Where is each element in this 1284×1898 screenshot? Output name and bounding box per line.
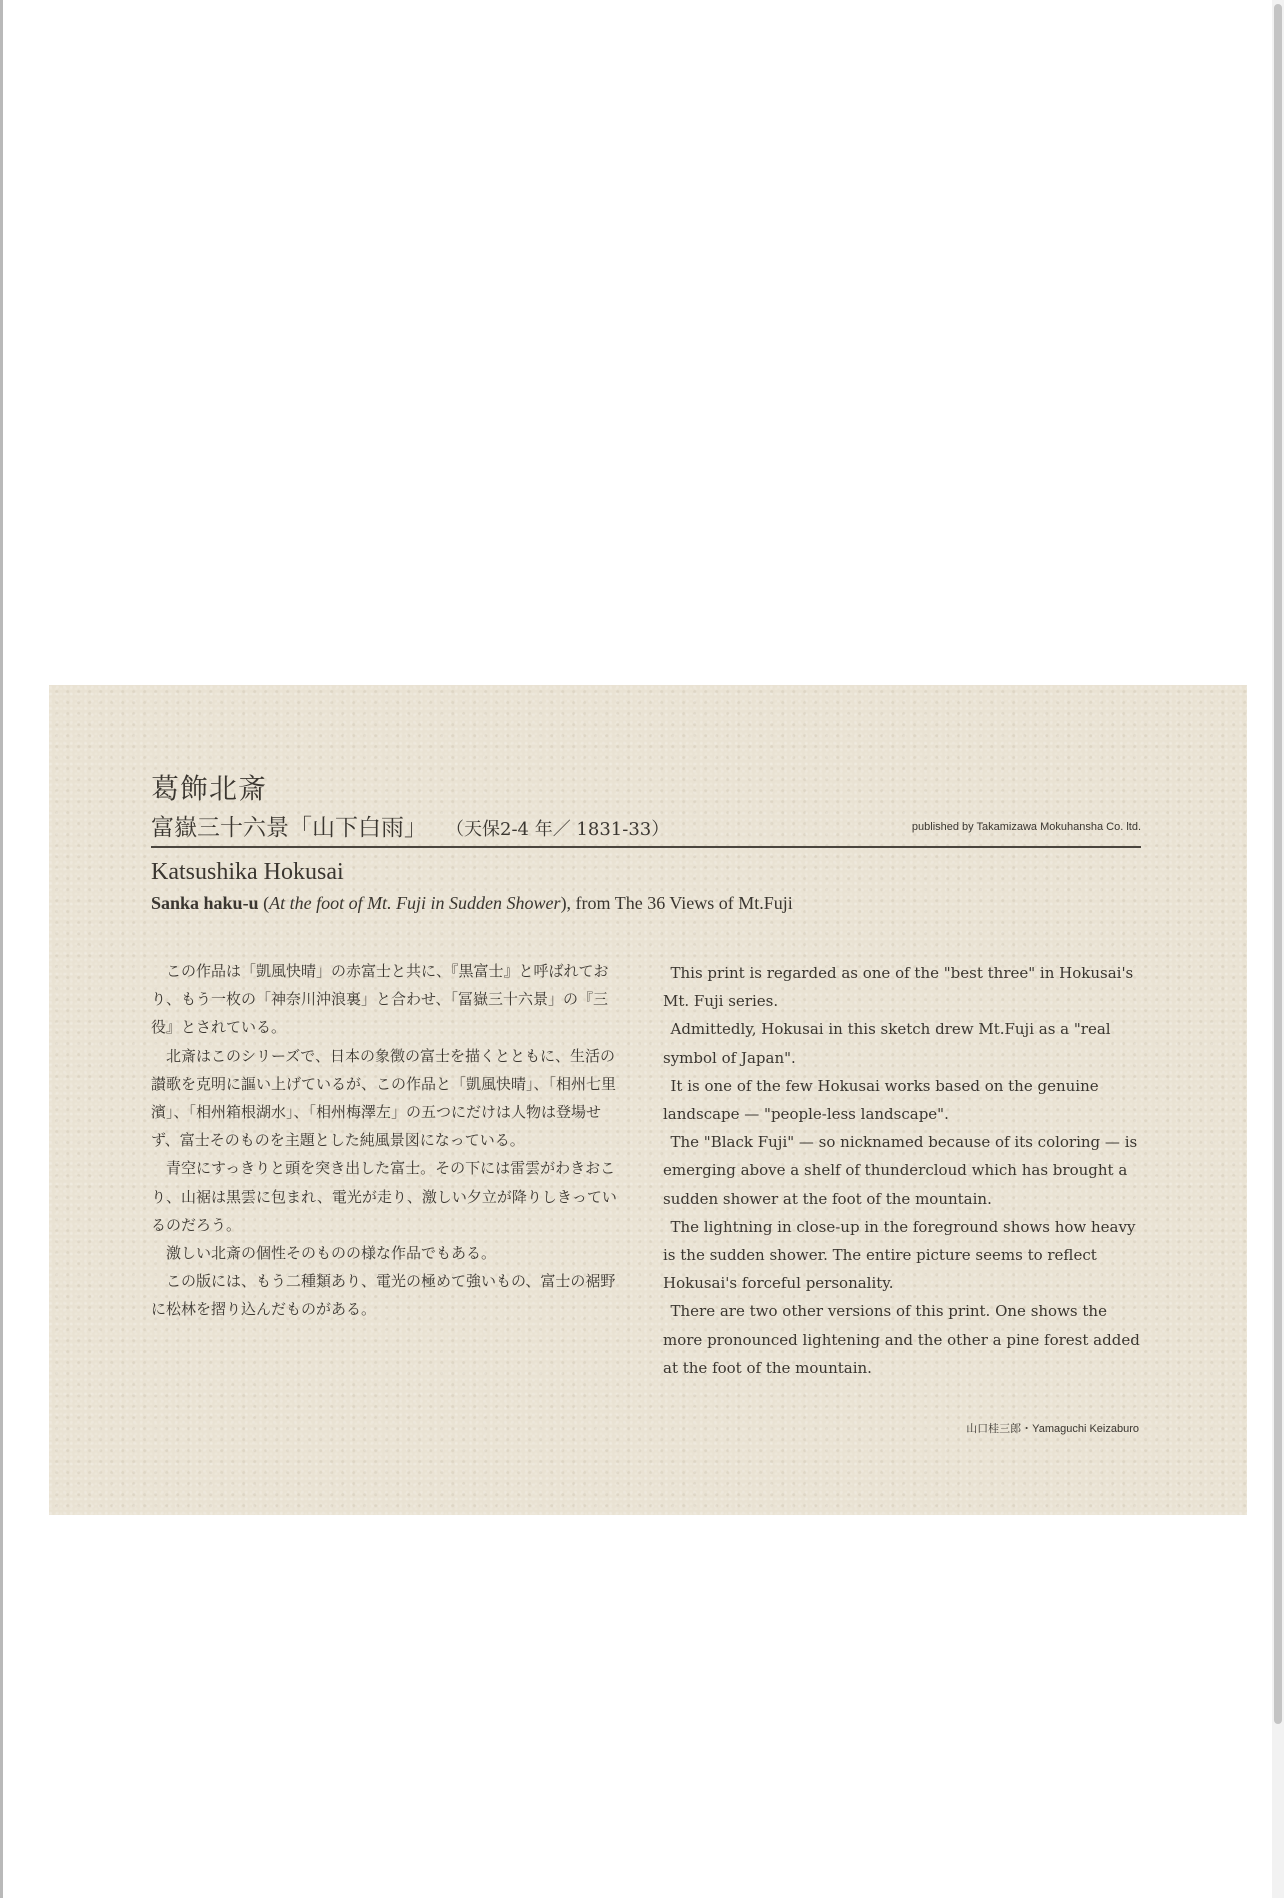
paragraph-jp: 北斎はこのシリーズで、日本の象徴の富士を描くとともに、生活の讃歌を克明に謳い上げているが、この作品と「凱風快晴」、「相州七里濱」、「相州箱根湖水」、「相州梅澤左」の五つにだけは人物は登場せず、富士そのものを主題とした純風景図になっている。 bbox=[151, 1046, 617, 1150]
description-en bbox=[663, 959, 1145, 1382]
artwork-title-en-open: ( bbox=[258, 893, 270, 913]
artist-name-jp: 葛飾北斎 bbox=[151, 772, 268, 805]
scrollbar-thumb[interactable] bbox=[1274, 4, 1282, 1724]
paragraph-en: It is one of the few Hokusai works based on the genuine landscape — "people-less landscape". bbox=[663, 1076, 1099, 1124]
paragraph-jp: この作品は「凱風快晴」の赤富士と共に、『黒富士』と呼ばれており、もう一枚の「神奈川沖浪裏」と合わせ、「冨嶽三十六景」の『三役』とされている。 bbox=[151, 962, 609, 1037]
paragraph-jp: この版には、もう二種類あり、電光の極めて強いもの、富士の裾野に松林を摺り込んだものがある。 bbox=[151, 1272, 616, 1319]
artwork-title-en-romaji: Sanka haku-u bbox=[151, 893, 259, 913]
paragraph-en: There are two other versions of this print. One shows the more pronounced lightening and the other a pine forest added at the foot of the mountain. bbox=[663, 1302, 1140, 1377]
artwork-title-en bbox=[151, 893, 793, 914]
description-jp bbox=[151, 957, 621, 1324]
artwork-title-jp-text: 富嶽三十六景「山下白雨」 bbox=[151, 815, 427, 841]
vertical-scrollbar[interactable] bbox=[1272, 0, 1284, 1898]
paragraph-en: The lightning in close-up in the foreground shows how heavy is the sudden shower. The entire picture seems to reflect Hokusai's forceful personality. bbox=[663, 1217, 1136, 1293]
publisher-credit: published by Takamizawa Mokuhansha Co. ltd. bbox=[911, 821, 1141, 833]
artist-name-en: Katsushika Hokusai bbox=[151, 859, 344, 885]
paragraph-jp: 青空にすっきりと頭を突き出した富士。その下には雷雲がわきおこり、山裾は黒雲に包まれ、電光が走り、激しい夕立が降りしきっているのだろう。 bbox=[151, 1159, 617, 1234]
header-divider bbox=[151, 846, 1141, 848]
paragraph-en: This print is regarded as one of the "best three" in Hokusai's Mt. Fuji series. bbox=[663, 964, 1134, 1011]
paragraph-en: The "Black Fuji" — so nicknamed because of its coloring — is emerging above a shelf of thundercloud which has brought a sudden shower at the foot of the mountain. bbox=[663, 1133, 1138, 1208]
artwork-title-en-series: ), from The 36 Views of Mt.Fuji bbox=[560, 893, 793, 913]
author-credit: 山口桂三郎・Yamaguchi Keizaburo bbox=[966, 1423, 1139, 1435]
paragraph-jp: 激しい北斎の個性そのものの様な作品でもある。 bbox=[166, 1244, 497, 1263]
viewer-left-edge bbox=[0, 0, 3, 1898]
artwork-title-en-translation: At the foot of Mt. Fuji in Sudden Shower bbox=[269, 893, 561, 913]
artwork-title-jp bbox=[151, 809, 669, 842]
artwork-date-jp: （天保2-4 年／ 1831-33） bbox=[455, 819, 670, 840]
description-card bbox=[49, 685, 1247, 1515]
paragraph-en: Admittedly, Hokusai in this sketch drew Mt.Fuji as a "real symbol of Japan". bbox=[663, 1020, 1111, 1067]
